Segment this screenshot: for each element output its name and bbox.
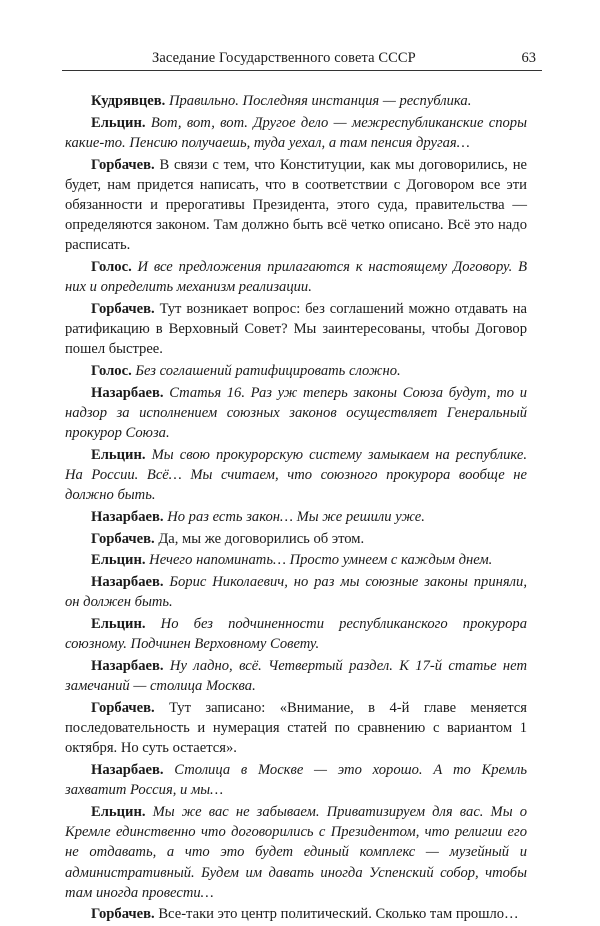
- transcript-paragraph: [65, 361, 527, 381]
- speech-text: Но без подчиненности республиканского прокурора союзному. Подчинен Верховному Совету.: [65, 616, 527, 653]
- speech-text: Да, мы же договорились об этом.: [158, 530, 365, 547]
- speech-text: Борис Николаевич, но раз мы союзные законы приняли, он должен быть.: [65, 574, 527, 611]
- speech-text: Статья 16. Раз уж теперь законы Союза будут, то и надзор за исполнением союзных законов осуществляет Генеральный прокурор Союза.: [65, 384, 527, 442]
- transcript-paragraph: [65, 698, 527, 759]
- speaker-name: Ельцин.: [91, 552, 146, 569]
- speech-text: Столица в Москве — это хорошо. А то Кремль захватит Россия, и мы…: [65, 762, 527, 799]
- speaker-name: Ельцин.: [91, 616, 146, 633]
- speech-text: Мы же вас не забываем. Приватизируем для вас. Мы о Кремле единственно что договорились с Президентом, что религии его не отдавать, а что это будет единый комплекс — музейный и административный. Будем им давать иногда Успенский собор, чтобы там иногда провести…: [65, 803, 527, 901]
- page-number: 63: [521, 50, 536, 66]
- transcript-body: [65, 91, 527, 926]
- speaker-name: Ельцин.: [91, 446, 146, 463]
- transcript-paragraph: [65, 383, 527, 444]
- speech-text: Без соглашений ратифицировать сложно.: [135, 363, 401, 380]
- transcript-paragraph: [65, 656, 527, 696]
- transcript-paragraph: [65, 614, 527, 654]
- speech-text: Нечего напоминать… Просто умнеем с каждым днем.: [149, 552, 493, 569]
- speech-text: В связи с тем, что Конституции, как мы договорились, не будет, нам придется написать, что в соответствии с Договором все эти обязанности и прерогативы Президента, этого суда, правительства — определяются законом. Там должно быть всё четко описано. Всё это надо расписать.: [65, 156, 527, 254]
- speaker-name: Назарбаев.: [91, 574, 164, 591]
- speaker-name: Кудрявцев.: [91, 93, 166, 109]
- transcript-paragraph: [65, 91, 527, 111]
- speaker-name: Горбачев.: [91, 301, 155, 318]
- speaker-name: Горбачев.: [91, 156, 155, 173]
- speaker-name: Назарбаев.: [91, 762, 164, 778]
- transcript-paragraph: [65, 904, 527, 924]
- transcript-paragraph: [65, 802, 527, 903]
- speaker-name: Горбачев.: [91, 699, 155, 716]
- speech-text: Ну ладно, всё. Четвертый раздел. К 17-й статье нет замечаний — столица Москва.: [65, 657, 527, 695]
- transcript-paragraph: [65, 760, 527, 800]
- transcript-paragraph: [65, 507, 527, 527]
- transcript-paragraph: [65, 572, 527, 612]
- speech-text: Все-таки это центр политический. Сколько там прошло…: [158, 906, 519, 923]
- transcript-paragraph: [65, 550, 527, 570]
- speech-text: Тут записано: «Внимание, в 4-й главе меняется последовательность и нумерация статей по сравнению с вариантом 1 октября. Но суть остается».: [65, 699, 528, 757]
- speaker-name: Назарбаев.: [91, 384, 164, 401]
- speech-text: Правильно. Последняя инстанция — республика.: [168, 93, 472, 109]
- running-title: Заседание Государственного совета СССР: [152, 50, 416, 66]
- transcript-paragraph: [65, 113, 527, 153]
- speech-text: Мы свою прокурорскую систему замыкаем на республике. На России. Всё… Мы считаем, что союзного прокурора вообще не должно быть.: [65, 446, 527, 504]
- transcript-paragraph: [65, 299, 527, 360]
- speaker-name: Голос.: [91, 259, 132, 276]
- speaker-name: Ельцин.: [91, 803, 146, 820]
- speaker-name: Горбачев.: [91, 530, 155, 547]
- speaker-name: Горбачев.: [91, 906, 155, 923]
- transcript-paragraph: [65, 529, 527, 549]
- speech-text: Вот, вот, вот. Другое дело — межреспубликанские споры какие-то. Пенсию получаешь, туда уехал, а там пенсия другая…: [65, 114, 527, 151]
- running-header: [62, 48, 542, 71]
- speech-text: И все предложения прилагаются к настоящему Договору. В них и определить механизм реализации.: [65, 259, 527, 296]
- transcript-paragraph: [65, 155, 527, 256]
- speaker-name: Назарбаев.: [91, 509, 164, 526]
- speaker-name: Ельцин.: [91, 114, 146, 131]
- transcript-paragraph: [65, 445, 527, 506]
- speaker-name: Назарбаев.: [91, 657, 164, 674]
- speech-text: Но раз есть закон… Мы же решили уже.: [167, 509, 425, 526]
- speech-text: Тут возникает вопрос: без соглашений можно отдавать на ратификацию в Верховный Совет? Мы заинтересованы, чтобы Договор пошел быстрее.: [65, 301, 527, 358]
- speaker-name: Голос.: [91, 363, 132, 380]
- transcript-paragraph: [65, 257, 527, 297]
